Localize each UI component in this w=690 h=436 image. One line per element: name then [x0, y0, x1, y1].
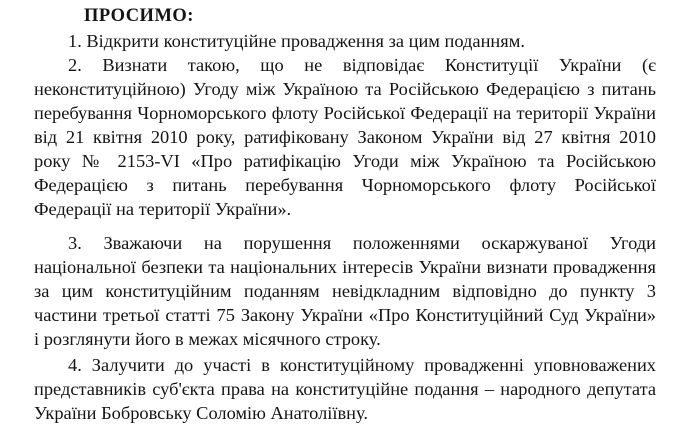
text-line: частини третьої статті 75 Закону України «Про Конституційний Суд України» — [34, 305, 656, 325]
text-line: 3. Зважаючи на порушення положеннями оскаржуваної Угоди — [68, 233, 656, 253]
text-line: національної безпеки та національних інтересів України визнати провадження — [34, 257, 656, 277]
text-line: 2. Визнати такою, що не відповідає Конституції України (є — [68, 55, 656, 75]
request-item-2 — [34, 53, 656, 221]
text-line: 4. Залучити до участі в конституційному провадженні уповноважених — [68, 355, 656, 375]
request-item-4 — [34, 353, 656, 425]
request-item-1 — [34, 29, 656, 53]
text-line: Федерації на території України». — [34, 199, 292, 219]
text-line: представників суб'єкта права на конституційне подання – народного депутата — [34, 379, 656, 399]
text-line: України Бобровську Соломію Анатоліївну. — [34, 403, 368, 423]
text-line: і розглянути його в межах місячного строку. — [34, 329, 381, 349]
request-item-3 — [34, 231, 656, 351]
document-heading: ПРОСИМО: — [84, 6, 194, 26]
text-line: за цим конституційним поданням невідкладним відповідно до пункту 3 — [34, 281, 656, 301]
text-line: року № 2153-VI «Про ратифікацію Угоди між Україною та Російською — [34, 151, 656, 171]
text-line: неконституційною) Угоду між Україною та Російською Федерацією з питань — [34, 79, 656, 99]
text-line: перебування Чорноморського флоту Російської Федерації на території України — [34, 103, 656, 123]
text-line: Федерацією з питань перебування Чорноморського флоту Російської — [34, 175, 656, 195]
text-line: від 21 квітня 2010 року, ратифіковану Законом України від 27 квітня 2010 — [34, 127, 656, 147]
text-line: 1. Відкрити конституційне провадження за цим поданням. — [68, 31, 525, 51]
